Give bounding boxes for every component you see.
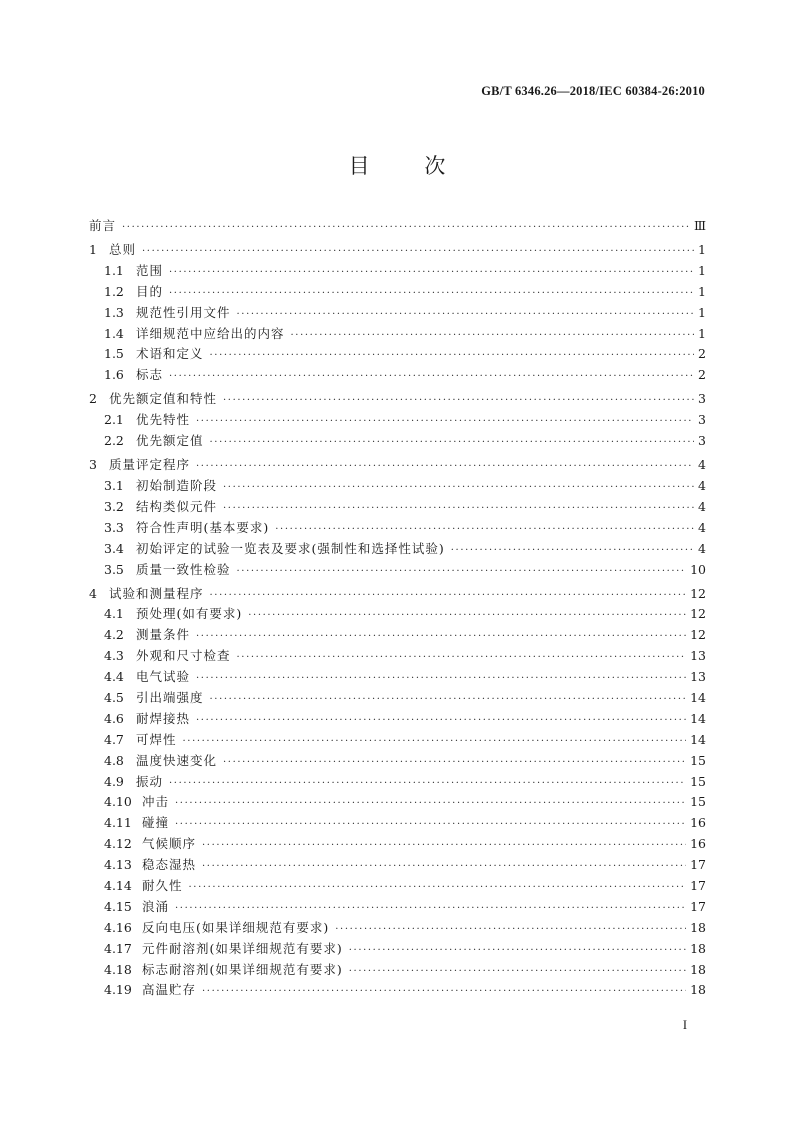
toc-entry-number: 4.12	[104, 836, 132, 852]
toc-entry[interactable]	[89, 539, 706, 560]
toc-entry[interactable]	[89, 667, 706, 688]
toc-entry-number: 2	[89, 391, 97, 407]
toc-entry-number: 1.4	[104, 325, 124, 341]
toc-entry[interactable]	[89, 584, 706, 605]
toc-entry-number: 4.11	[104, 815, 132, 831]
toc-leader-dots	[451, 541, 694, 562]
toc-entry-page: 1	[698, 262, 706, 278]
toc-leader-dots	[210, 690, 687, 711]
toc-entry[interactable]	[89, 834, 706, 855]
toc-entry-number: 1.3	[104, 304, 124, 320]
toc-entry-number: 4.3	[104, 648, 124, 664]
toc-entry-page: 4	[698, 519, 706, 535]
toc-entry-number: 1.1	[104, 262, 124, 278]
toc-entry-number: 4.13	[104, 857, 132, 873]
toc-entry[interactable]	[89, 980, 706, 1001]
toc-leader-dots	[210, 433, 694, 454]
toc-leader-dots	[196, 412, 694, 433]
toc-leader-dots	[210, 346, 694, 367]
toc-entry-number: 3.2	[104, 498, 124, 514]
toc-entry[interactable]	[89, 344, 706, 365]
toc-entry-page: 2	[698, 346, 706, 362]
toc-leader-dots	[196, 711, 686, 732]
toc-entry-title: 气候顺序	[142, 836, 197, 852]
toc-entry-title: 温度快速变化	[136, 752, 218, 768]
toc-entry-number: 1.2	[104, 283, 124, 299]
toc-leader-dots	[202, 836, 686, 857]
toc-leader-dots	[122, 218, 690, 239]
toc-entry-number: 4.18	[104, 961, 132, 977]
toc-entry-title: 预处理(如有要求)	[136, 606, 243, 622]
toc-entry-title: 规范性引用文件	[136, 304, 231, 320]
toc-entry-number: 4.4	[104, 669, 124, 685]
toc-entry-title: 优先特性	[136, 412, 191, 428]
toc-entry[interactable]	[89, 365, 706, 386]
toc-entry[interactable]	[89, 282, 706, 303]
toc-entry-title: 振动	[136, 773, 164, 789]
toc-leader-dots	[237, 305, 694, 326]
toc-entry-title: 范围	[136, 262, 164, 278]
toc-entry[interactable]	[89, 730, 706, 751]
toc-entry-number: 4.10	[104, 794, 132, 810]
toc-entry-number: 1.5	[104, 346, 124, 362]
toc-entry-page: 12	[690, 627, 706, 643]
toc-entry-page: 18	[690, 919, 706, 935]
toc-leader-dots	[210, 586, 687, 607]
toc-entry[interactable]	[89, 792, 706, 813]
toc-entry-title: 初始制造阶段	[136, 477, 218, 493]
toc-entry[interactable]	[89, 772, 706, 793]
toc-entry-page: 4	[698, 498, 706, 514]
toc-entry[interactable]	[89, 625, 706, 646]
toc-entry-page: 4	[698, 457, 706, 473]
toc-entry-page: 3	[698, 412, 706, 428]
toc-entry-number: 2.2	[104, 433, 124, 449]
toc-leader-dots	[175, 815, 686, 836]
toc-leader-dots	[237, 648, 687, 669]
toc-entry-title: 符合性声明(基本要求)	[136, 519, 270, 535]
toc-leader-dots	[169, 263, 694, 284]
toc-entry-title: 浪涌	[142, 898, 170, 914]
toc-entry-page: 15	[690, 794, 706, 810]
toc-entry-number: 4.1	[104, 606, 124, 622]
toc-entry[interactable]	[89, 303, 706, 324]
toc-entry-number: 1	[89, 241, 97, 257]
toc-entry[interactable]	[89, 216, 706, 237]
toc-leader-dots	[202, 982, 686, 1003]
toc-entry-title: 高温贮存	[142, 982, 197, 998]
toc-entry-page: 13	[690, 648, 706, 664]
toc-entry-number: 3.1	[104, 477, 124, 493]
page-number: I	[682, 1018, 687, 1032]
toc-entry-title: 标志耐溶剂(如果详细规范有要求)	[142, 961, 343, 977]
toc-entry-page: 13	[690, 669, 706, 685]
toc-entry-title: 标志	[136, 367, 164, 383]
toc-entry-title: 电气试验	[136, 669, 191, 685]
toc-entry-page: 12	[690, 606, 706, 622]
toc-entry-number: 3.5	[104, 561, 124, 577]
toc-entry-page: 16	[690, 815, 706, 831]
toc-entry-title: 碰撞	[142, 815, 170, 831]
toc-entry-page: 12	[690, 585, 706, 601]
toc-entry-page: 18	[690, 940, 706, 956]
toc-entry-page: 16	[690, 836, 706, 852]
toc-entry-page: 14	[690, 689, 706, 705]
toc-entry-title: 耐焊接热	[136, 710, 191, 726]
toc-entry-title: 测量条件	[136, 627, 191, 643]
toc-entry-page: 17	[690, 877, 706, 893]
toc-entry-number: 4.6	[104, 710, 124, 726]
toc-entry[interactable]	[89, 855, 706, 876]
toc-entry[interactable]	[89, 455, 706, 476]
toc-leader-dots	[223, 391, 694, 412]
toc-entry[interactable]	[89, 646, 706, 667]
toc-entry[interactable]	[89, 389, 706, 410]
toc-entry-number: 3.4	[104, 540, 124, 556]
toc-leader-dots	[196, 457, 694, 478]
toc-leader-dots	[175, 899, 686, 920]
toc-entry-title: 结构类似元件	[136, 498, 218, 514]
toc-entry-title: 元件耐溶剂(如果详细规范有要求)	[142, 940, 343, 956]
toc-entry-page: 15	[690, 773, 706, 789]
page-title: 目 次	[348, 154, 470, 178]
toc-leader-dots	[183, 732, 687, 753]
toc-entry[interactable]	[89, 560, 706, 581]
toc-leader-dots	[223, 499, 694, 520]
toc-entry[interactable]	[89, 751, 706, 772]
toc-entry[interactable]	[89, 240, 706, 261]
toc-entry-page: 4	[698, 477, 706, 493]
toc-entry-page: 3	[698, 433, 706, 449]
toc-entry-title: 总则	[109, 241, 137, 257]
toc-leader-dots	[196, 669, 686, 690]
toc-entry-title: 初始评定的试验一览表及要求(强制性和选择性试验)	[136, 540, 445, 556]
toc-entry-title: 稳态湿热	[142, 857, 197, 873]
toc-entry-title: 可焊性	[136, 731, 177, 747]
toc-entry-page: 2	[698, 367, 706, 383]
toc-entry-title: 反向电压(如果详细规范有要求)	[142, 919, 330, 935]
toc-entry-page: 17	[690, 898, 706, 914]
toc-leader-dots	[349, 941, 686, 962]
toc-entry[interactable]	[89, 476, 706, 497]
toc-leader-dots	[291, 326, 694, 347]
toc-entry-title: 优先额定值	[136, 433, 204, 449]
table-of-contents	[89, 216, 706, 1001]
toc-entry-page: 14	[690, 731, 706, 747]
toc-leader-dots	[335, 920, 686, 941]
toc-entry-number: 2.1	[104, 412, 124, 428]
toc-entry-number: 4.17	[104, 940, 132, 956]
toc-entry-number: 4.15	[104, 898, 132, 914]
toc-entry[interactable]	[89, 876, 706, 897]
toc-entry-title: 试验和测量程序	[109, 585, 204, 601]
standard-code: GB/T 6346.26—2018/IEC 60384-26:2010	[481, 84, 705, 98]
toc-entry-number: 4.19	[104, 982, 132, 998]
toc-leader-dots	[275, 520, 694, 541]
toc-entry-number: 4.7	[104, 731, 124, 747]
toc-entry[interactable]	[89, 497, 706, 518]
toc-leader-dots	[175, 794, 686, 815]
toc-entry-page: 1	[698, 283, 706, 299]
toc-entry[interactable]	[89, 960, 706, 981]
toc-entry-title: 引出端强度	[136, 689, 204, 705]
toc-entry-page: 1	[698, 304, 706, 320]
toc-entry-number: 3	[89, 457, 97, 473]
toc-entry[interactable]	[89, 813, 706, 834]
toc-entry-number: 4.2	[104, 627, 124, 643]
toc-entry[interactable]	[89, 604, 706, 625]
toc-leader-dots	[196, 627, 686, 648]
toc-leader-dots	[248, 606, 686, 627]
toc-entry-title: 目的	[136, 283, 164, 299]
toc-entry-number: 4.14	[104, 877, 132, 893]
toc-entry-page: 1	[698, 241, 706, 257]
toc-entry-page: 18	[690, 961, 706, 977]
toc-entry-title: 质量评定程序	[109, 457, 191, 473]
toc-entry-title: 质量一致性检验	[136, 561, 231, 577]
toc-entry[interactable]	[89, 688, 706, 709]
toc-entry[interactable]	[89, 518, 706, 539]
toc-entry-number: 1.6	[104, 367, 124, 383]
toc-leader-dots	[189, 878, 687, 899]
toc-entry-page: 15	[690, 752, 706, 768]
toc-entry-page: 1	[698, 325, 706, 341]
toc-leader-dots	[169, 284, 694, 305]
toc-leader-dots	[169, 367, 694, 388]
toc-entry-title: 外观和尺寸检查	[136, 648, 231, 664]
toc-leader-dots	[223, 753, 686, 774]
toc-entry-title: 术语和定义	[136, 346, 204, 362]
toc-entry-page: 4	[698, 540, 706, 556]
toc-entry[interactable]	[89, 261, 706, 282]
toc-entry-title: 优先额定值和特性	[109, 391, 218, 407]
toc-entry-page: Ⅲ	[693, 218, 706, 233]
toc-leader-dots	[202, 857, 686, 878]
toc-entry-page: 17	[690, 857, 706, 873]
toc-entry-title: 前言	[89, 218, 117, 233]
toc-entry-title: 冲击	[142, 794, 170, 810]
toc-entry[interactable]	[89, 918, 706, 939]
toc-entry[interactable]	[89, 897, 706, 918]
toc-leader-dots	[349, 962, 686, 983]
toc-entry[interactable]	[89, 709, 706, 730]
toc-entry-number: 4.5	[104, 689, 124, 705]
toc-entry-page: 10	[690, 561, 706, 577]
toc-entry-number: 4.8	[104, 752, 124, 768]
toc-entry-title: 详细规范中应给出的内容	[136, 325, 285, 341]
toc-leader-dots	[142, 242, 694, 263]
toc-entry[interactable]	[89, 939, 706, 960]
toc-entry-number: 4	[89, 585, 97, 601]
toc-leader-dots	[169, 774, 686, 795]
toc-entry[interactable]	[89, 324, 706, 345]
toc-entry-page: 18	[690, 982, 706, 998]
toc-entry[interactable]	[89, 410, 706, 431]
toc-entry-number: 4.9	[104, 773, 124, 789]
toc-leader-dots	[223, 478, 694, 499]
toc-entry-page: 14	[690, 710, 706, 726]
toc-entry-page: 3	[698, 391, 706, 407]
toc-entry[interactable]	[89, 431, 706, 452]
toc-leader-dots	[237, 562, 687, 583]
toc-entry-title: 耐久性	[142, 877, 183, 893]
toc-entry-number: 4.16	[104, 919, 132, 935]
toc-entry-number: 3.3	[104, 519, 124, 535]
